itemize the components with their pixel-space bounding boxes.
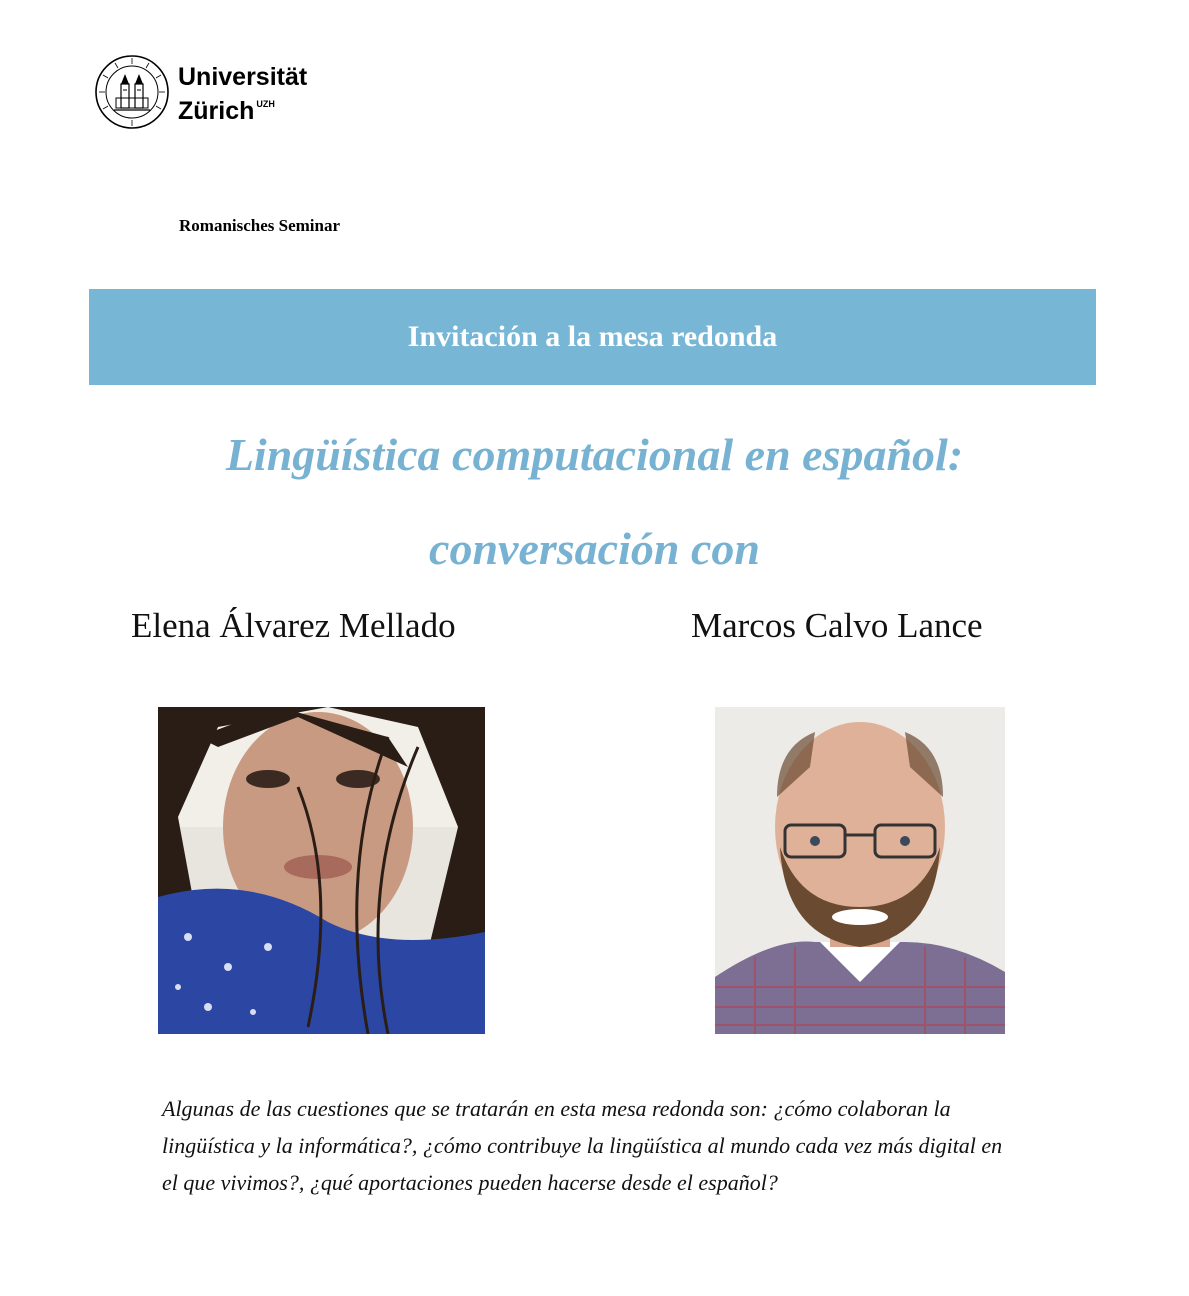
banner-text: Invitación a la mesa redonda: [407, 320, 778, 353]
speaker-name-2: Marcos Calvo Lance: [691, 606, 983, 645]
title-line-2: conversación con: [429, 523, 760, 574]
speaker-photo-1: [158, 707, 485, 1034]
title-line-1: Lingüística computacional en español:: [225, 429, 964, 480]
logo-wordmark: [178, 64, 307, 125]
invitation-banner: [89, 289, 1096, 385]
speaker-name-1: Elena Álvarez Mellado: [131, 606, 456, 645]
description-paragraph: Algunas de las cuestiones que se tratarán en esta mesa redonda son: ¿cómo colaboran la lingüística y la informática?, ¿cómo contribuye la lingüística al mundo cada vez más digital en el que vivimos?, ¿qué aportaciones pueden hacerse desde el español?: [162, 1096, 1003, 1195]
speaker-photo-2: [715, 707, 1005, 1034]
logo-line-2: Zürich: [178, 97, 255, 125]
university-seal-icon: [94, 54, 170, 130]
logo-line-1: Universität: [178, 63, 308, 91]
university-logo: [94, 54, 324, 130]
department-name: Romanisches Seminar: [179, 216, 341, 235]
logo-superscript: UZH: [256, 99, 275, 109]
